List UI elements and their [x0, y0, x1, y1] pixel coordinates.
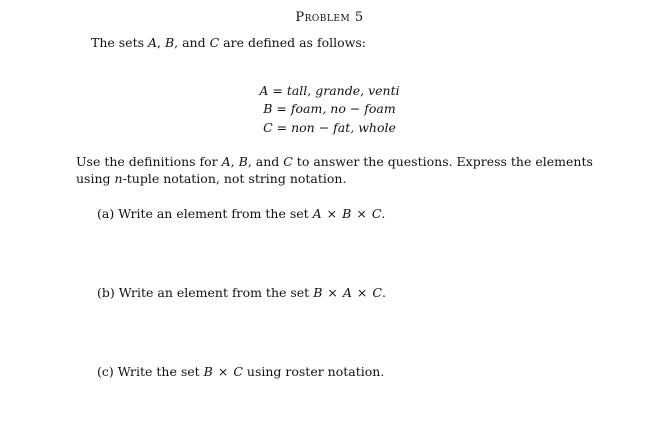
definition-b-equals: = [272, 101, 291, 116]
instr-after: to answer the questions. Express the elements [292, 154, 593, 169]
question-b-label: (b) [97, 285, 115, 300]
instr-set-b: B [238, 154, 248, 169]
instr-and: , and [247, 154, 284, 169]
question-c-set-2: C [233, 364, 243, 379]
times-symbol: × [356, 206, 367, 221]
question-b-end: . [381, 285, 386, 300]
question-a [97, 206, 385, 221]
intro-and: , and [174, 35, 210, 50]
intro-after: are defined as follows: [219, 35, 366, 50]
intro-set-b: B [164, 35, 175, 50]
intro-text: The sets [91, 35, 148, 50]
definition-a-equals: = [268, 83, 287, 98]
problem-number: 5 [354, 10, 364, 25]
definition-c-equals: = [272, 120, 292, 135]
question-a-set-1: A [312, 206, 322, 221]
definition-a-value: tall, grande, venti [286, 83, 400, 98]
definition-a [0, 83, 659, 98]
definition-c [0, 120, 659, 135]
question-a-label: (a) [97, 206, 115, 221]
definition-a-name: A [259, 83, 269, 98]
instr2-n: n [114, 171, 123, 186]
question-b-set-1: B [313, 285, 323, 300]
intro-set-a: A [147, 35, 158, 50]
instr-comma: , [230, 154, 239, 169]
question-b [97, 285, 386, 300]
times-symbol: × [356, 285, 368, 300]
question-c-label: (c) [97, 364, 114, 379]
question-a-end: . [381, 206, 386, 221]
problem-title-word: Problem [295, 10, 351, 25]
problem-title [0, 10, 659, 25]
question-c-end: using roster notation. [242, 364, 385, 379]
question-b-set-2: A [342, 285, 352, 300]
instr-set-c: C [283, 154, 293, 169]
instructions-line-1 [76, 154, 593, 169]
instr-set-a: A [221, 154, 231, 169]
question-b-set-3: C [372, 285, 382, 300]
question-c-text: Write the set [117, 364, 204, 379]
instr-before: Use the definitions for [76, 154, 222, 169]
definition-c-name: C [263, 120, 273, 135]
intro-set-c: C [209, 35, 220, 50]
times-symbol: × [217, 364, 229, 379]
instr2-before: using [76, 171, 115, 186]
question-a-text: Write an element from the set [118, 206, 313, 221]
times-symbol: × [326, 206, 338, 221]
question-a-set-3: C [371, 206, 382, 221]
question-c [97, 364, 384, 379]
definition-c-value: non − fat, whole [291, 120, 396, 135]
definition-b [0, 101, 659, 116]
instr2-after: -tuple notation, not string notation. [122, 171, 347, 186]
intro-sentence [91, 35, 366, 50]
times-symbol: × [327, 285, 338, 300]
question-c-set-1: B [203, 364, 213, 379]
instructions-line-2 [76, 171, 346, 186]
definition-b-value: foam, no − foam [290, 101, 396, 116]
intro-comma: , [157, 35, 165, 50]
definition-b-name: B [263, 101, 273, 116]
question-a-set-2: B [342, 206, 352, 221]
question-b-text: Write an element from the set [118, 285, 314, 300]
